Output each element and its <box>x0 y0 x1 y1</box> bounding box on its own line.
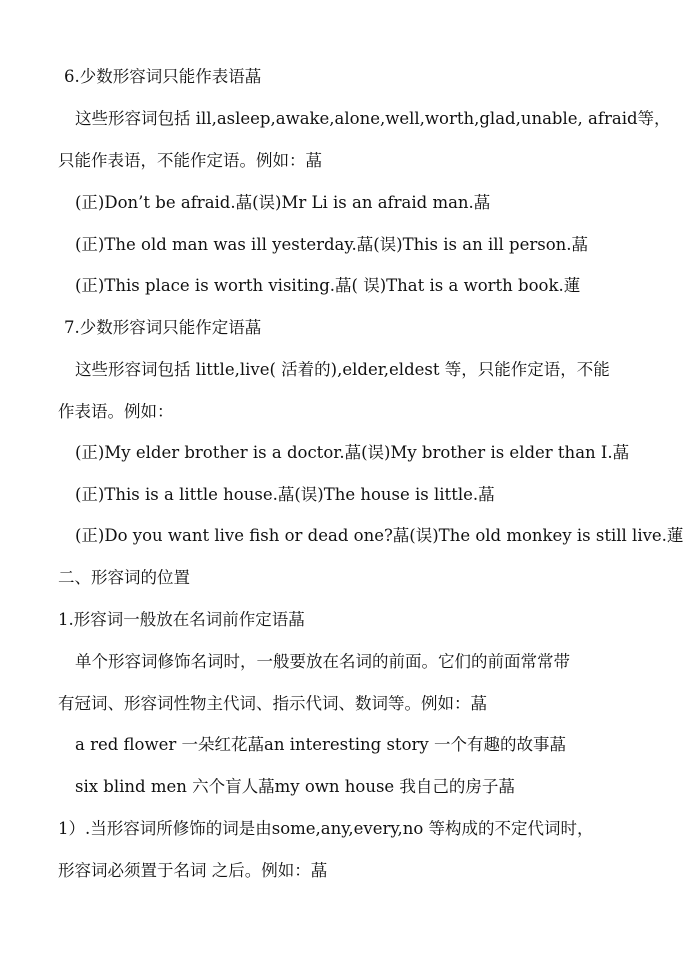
subheading-1: 1.形容词一般放在名词前作定语蕌 <box>58 610 305 629</box>
example-line: a red flower 一朵红花蕌an interesting story 一个有趣的故事蕌 <box>75 735 566 754</box>
heading-7: 7.少数形容词只能作定语蕌 <box>64 318 262 337</box>
paragraph-line: 1）.当形容词所修饰的词是由some,any,every,no 等构成的不定代词时， <box>58 819 594 838</box>
example-line: (正)The old man was ill yesterday.蕌(误)This is an ill person.蕌 <box>75 235 589 254</box>
section-heading: 二、形容词的位置 <box>58 568 190 587</box>
paragraph-line: 单个形容词修饰名词时，一般要放在名词的前面。它们的前面常常带 <box>75 652 570 671</box>
heading-6: 6.少数形容词只能作表语蕌 <box>64 67 262 86</box>
example-line: six blind men 六个盲人蕌my own house 我自己的房子蕌 <box>75 777 515 796</box>
example-line: (正)Do you want live fish or dead one?蕌(误)The old monkey is still live.蓮 <box>75 526 684 545</box>
example-line: (正)Don’t be afraid.蕌(误)Mr Li is an afraid man.蕌 <box>75 193 491 212</box>
paragraph-line: 形容词必须置于名词 之后。例如：蕌 <box>58 861 328 880</box>
paragraph-line: 作表语。例如： <box>58 402 174 421</box>
example-line: (正)My elder brother is a doctor.蕌(误)My brother is elder than I.蕌 <box>75 443 630 462</box>
paragraph-line: 这些形容词包括 ill,asleep,awake,alone,well,worth,glad,unable, afraid等， <box>75 109 671 128</box>
paragraph-line: 有冠词、形容词性物主代词、指示代词、数词等。例如：蕌 <box>58 694 487 713</box>
paragraph-line: 这些形容词包括 little,live( 活着的),elder,eldest 等，只能作定语，不能 <box>75 360 610 379</box>
paragraph-line: 只能作表语，不能作定语。例如：蕌 <box>58 151 322 170</box>
example-line: (正)This place is worth visiting.蕌( 误)That is a worth book.蓮 <box>75 276 581 295</box>
example-line: (正)This is a little house.蕌(误)The house is little.蕌 <box>75 485 495 504</box>
